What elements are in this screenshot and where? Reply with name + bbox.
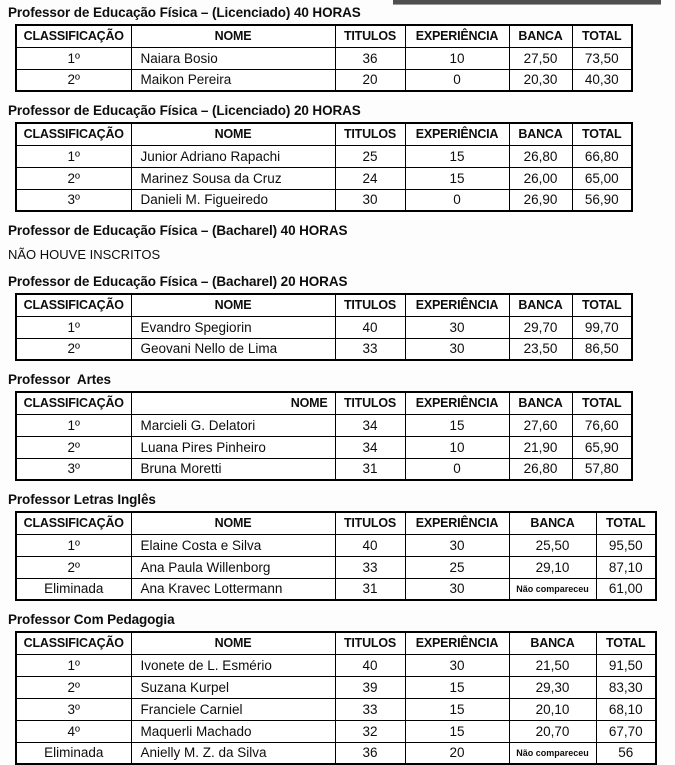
cell-total: 61,00 [596,578,656,600]
cell-titulos: 34 [335,436,405,458]
table-row [16,414,632,436]
column-header-classificacao: CLASSIFICAÇÃO [16,512,131,534]
column-header-banca: BANCA [509,294,572,316]
section-title: Professor Com Pedagogia [8,612,175,627]
cell-titulos: 30 [335,189,405,211]
cell-titulos: 39 [335,676,405,698]
cell-experiencia: 0 [405,69,509,91]
column-header-classificacao: CLASSIFICAÇÃO [16,632,131,654]
cell-banca: 29,30 [509,676,596,698]
cell-experiencia: 10 [405,47,509,69]
cell-classificacao: Eliminada [16,742,131,764]
cell-titulos: 33 [335,698,405,720]
cell-classificacao: 1º [16,316,131,338]
table-row [16,69,632,91]
cell-titulos: 33 [335,338,405,360]
cell-total: 73,50 [572,47,632,69]
cell-titulos: 40 [335,316,405,338]
cell-experiencia: 30 [405,316,509,338]
cell-banca: 21,90 [509,436,572,458]
cell-total: 57,80 [572,458,632,480]
cell-titulos: 34 [335,414,405,436]
cell-titulos: 31 [335,458,405,480]
cell-total: 56,90 [572,189,632,211]
cell-nome: Elaine Costa e Silva [131,534,335,556]
cell-nome: Evandro Spegiorin [131,316,335,338]
cell-experiencia: 0 [405,189,509,211]
section-title: Professor Artes [8,372,111,387]
column-header-banca: BANCA [509,632,596,654]
table-row [16,189,632,211]
column-header-titulos: TITULOS [335,25,405,47]
results-table [15,122,633,212]
section-title: Professor de Educação Física – (Bacharel) 20 HORAS [8,274,348,289]
cell-classificacao: 1º [16,534,131,556]
cell-nome: Suzana Kurpel [131,676,335,698]
cell-banca: 20,70 [509,720,596,742]
column-header-total: TOTAL [572,392,632,414]
column-header-titulos: TITULOS [335,512,405,534]
cell-banca: 26,90 [509,189,572,211]
cell-nome: Maquerli Machado [131,720,335,742]
cell-experiencia: 30 [405,578,509,600]
column-header-experiencia: EXPERIÊNCIA [405,25,509,47]
cell-total: 40,30 [572,69,632,91]
cell-total: 65,00 [572,167,632,189]
table-row [16,167,632,189]
cell-titulos: 36 [335,742,405,764]
cell-nome: Naiara Bosio [131,47,335,69]
section-title: Professor de Educação Física – (Bacharel) 40 HORAS [8,223,348,238]
column-header-titulos: TITULOS [335,123,405,145]
cell-classificacao: 2º [16,556,131,578]
cell-experiencia: 30 [405,534,509,556]
cell-nome: Danieli M. Figueiredo [131,189,335,211]
table-row [16,654,656,676]
cell-classificacao: 3º [16,698,131,720]
column-header-titulos: TITULOS [335,294,405,316]
cell-banca: 21,50 [509,654,596,676]
header-row [16,392,632,414]
cell-classificacao: 2º [16,69,131,91]
section [8,372,675,481]
cell-experiencia: 15 [405,720,509,742]
column-header-titulos: TITULOS [335,392,405,414]
column-header-classificacao: CLASSIFICAÇÃO [16,294,131,316]
cell-experiencia: 0 [405,458,509,480]
cell-nome: Ivonete de L. Esmério [131,654,335,676]
cell-classificacao: 2º [16,167,131,189]
cell-experiencia: 30 [405,338,509,360]
column-header-titulos: TITULOS [335,632,405,654]
cell-classificacao: 2º [16,436,131,458]
no-registrants-note: NÃO HOUVE INSCRITOS [8,247,161,262]
header-row [16,123,632,145]
cell-banca: 29,10 [509,556,596,578]
cell-nome: Junior Adriano Rapachi [131,145,335,167]
column-header-experiencia: EXPERIÊNCIA [405,512,509,534]
table-row [16,698,656,720]
cell-titulos: 24 [335,167,405,189]
cell-experiencia: 15 [405,145,509,167]
cell-banca: 20,10 [509,698,596,720]
cell-nome: Anielly M. Z. da Silva [131,742,335,764]
table-row [16,338,632,360]
cell-titulos: 36 [335,47,405,69]
results-table [15,631,657,765]
cell-banca: Não compareceu [509,742,596,764]
table-row [16,578,656,600]
cell-total: 87,10 [596,556,656,578]
cell-classificacao: 1º [16,47,131,69]
cell-classificacao: 3º [16,458,131,480]
cell-classificacao: 3º [16,189,131,211]
cell-nome: Ana Kravec Lottermann [131,578,335,600]
cell-experiencia: 15 [405,698,509,720]
cell-total: 83,30 [596,676,656,698]
section [8,103,675,212]
cell-total: 67,70 [596,720,656,742]
cell-titulos: 31 [335,578,405,600]
cell-nome: Luana Pires Pinheiro [131,436,335,458]
column-header-classificacao: CLASSIFICAÇÃO [16,123,131,145]
column-header-total: TOTAL [572,294,632,316]
cell-titulos: 33 [335,556,405,578]
cell-titulos: 40 [335,534,405,556]
results-table [15,391,633,481]
cell-total: 91,50 [596,654,656,676]
column-header-nome: NOME [131,632,335,654]
cell-classificacao: 2º [16,676,131,698]
cell-titulos: 25 [335,145,405,167]
cell-titulos: 32 [335,720,405,742]
header-row [16,294,632,316]
results-table [15,24,633,92]
section [8,492,675,601]
table-row [16,145,632,167]
cell-nome: Geovani Nello de Lima [131,338,335,360]
column-header-banca: BANCA [509,25,572,47]
section [8,274,675,361]
table-row [16,458,632,480]
section [8,612,675,765]
cell-titulos: 20 [335,69,405,91]
cell-nome: Bruna Moretti [131,458,335,480]
column-header-banca: BANCA [509,123,572,145]
cell-banca: 20,30 [509,69,572,91]
cell-total: 56 [596,742,656,764]
cell-classificacao: 1º [16,654,131,676]
cell-nome: Ana Paula Willenborg [131,556,335,578]
column-header-experiencia: EXPERIÊNCIA [405,123,509,145]
section [8,223,675,262]
table-row [16,676,656,698]
cell-total: 66,80 [572,145,632,167]
column-header-experiencia: EXPERIÊNCIA [405,632,509,654]
cell-banca: 23,50 [509,338,572,360]
cell-total: 68,10 [596,698,656,720]
header-row [16,632,656,654]
cell-banca: 26,00 [509,167,572,189]
results-table [15,293,633,361]
cell-experiencia: 25 [405,556,509,578]
table-row [16,436,632,458]
table-row [16,720,656,742]
column-header-nome: NOME [131,512,335,534]
column-header-total: TOTAL [596,512,656,534]
cell-classificacao: 4º [16,720,131,742]
cell-total: 99,70 [572,316,632,338]
column-header-nome: NOME [131,25,335,47]
cell-classificacao: 1º [16,145,131,167]
cell-nome: Maikon Pereira [131,69,335,91]
section-title: Professor de Educação Física – (Licenciado) 20 HORAS [8,103,361,118]
cell-total: 86,50 [572,338,632,360]
cell-total: 95,50 [596,534,656,556]
column-header-experiencia: EXPERIÊNCIA [405,392,509,414]
column-header-nome: NOME [131,392,335,414]
cell-banca: 27,50 [509,47,572,69]
section-title: Professor de Educação Física – (Licenciado) 40 HORAS [8,5,361,20]
cell-total: 76,60 [572,414,632,436]
cell-experiencia: 30 [405,654,509,676]
cell-titulos: 40 [335,654,405,676]
cell-classificacao: 2º [16,338,131,360]
cell-banca: 26,80 [509,145,572,167]
column-header-experiencia: EXPERIÊNCIA [405,294,509,316]
header-row [16,512,656,534]
column-header-banca: BANCA [509,512,596,534]
cell-banca: 25,50 [509,534,596,556]
cell-experiencia: 15 [405,414,509,436]
table-row [16,534,656,556]
cell-nome: Marcieli G. Delatori [131,414,335,436]
section [8,5,675,92]
cell-banca: Não compareceu [509,578,596,600]
section-title: Professor Letras Inglês [8,492,156,507]
cell-experiencia: 15 [405,167,509,189]
cell-total: 65,90 [572,436,632,458]
table-row [16,742,656,764]
column-header-total: TOTAL [572,25,632,47]
cell-banca: 27,60 [509,414,572,436]
cell-nome: Marinez Sousa da Cruz [131,167,335,189]
column-header-classificacao: CLASSIFICAÇÃO [16,392,131,414]
column-header-total: TOTAL [572,123,632,145]
column-header-nome: NOME [131,123,335,145]
cell-experiencia: 15 [405,676,509,698]
results-table [15,511,657,601]
column-header-nome: NOME [131,294,335,316]
table-row [16,556,656,578]
cell-classificacao: 1º [16,414,131,436]
cell-experiencia: 10 [405,436,509,458]
column-header-total: TOTAL [596,632,656,654]
table-row [16,316,632,338]
cell-banca: 26,80 [509,458,572,480]
cell-classificacao: Eliminada [16,578,131,600]
window-edge-bar [393,0,661,5]
cell-nome: Franciele Carniel [131,698,335,720]
cell-banca: 29,70 [509,316,572,338]
column-header-classificacao: CLASSIFICAÇÃO [16,25,131,47]
column-header-banca: BANCA [509,392,572,414]
cell-experiencia: 20 [405,742,509,764]
table-row [16,47,632,69]
header-row [16,25,632,47]
